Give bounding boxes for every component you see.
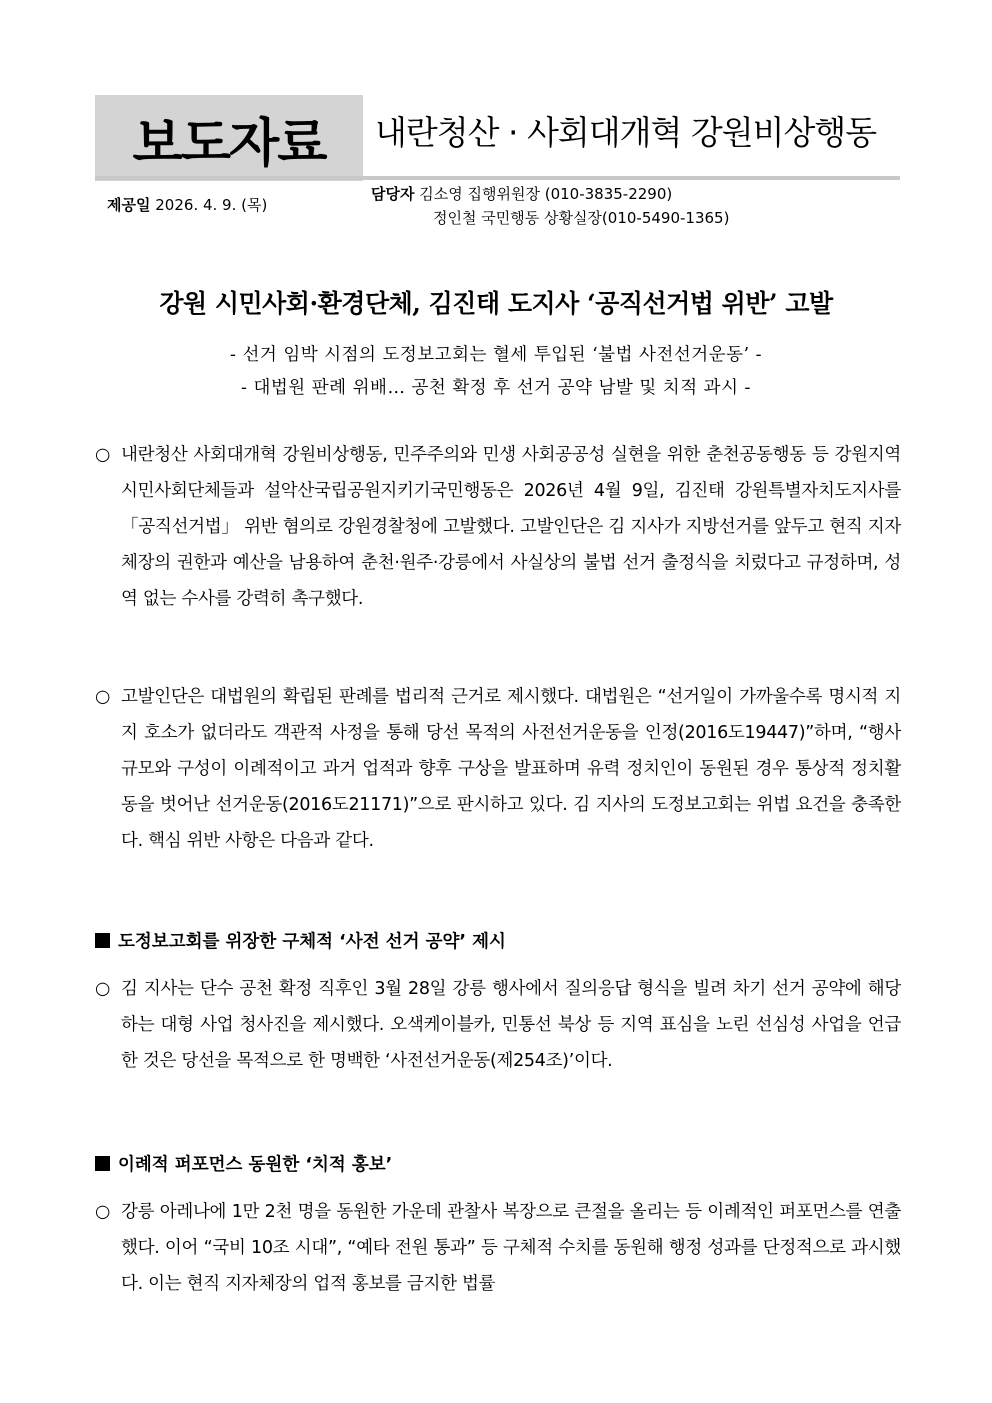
contact-info — [371, 182, 729, 230]
document-title: 강원 시민사회·환경단체, 김진태 도지사 ‘공직선거법 위반’ 고발 — [159, 289, 833, 318]
subtitle-2: - 대법원 판례 위배… 공천 확정 후 선거 공약 남발 및 치적 과시 - — [241, 378, 751, 398]
date-label: 제공일 — [107, 196, 151, 214]
bullet-circle-icon: ○ — [95, 445, 110, 465]
section-heading-text: 이례적 퍼포먼스 동원한 ‘치적 홍보’ — [118, 1155, 393, 1175]
section-heading — [95, 1151, 392, 1176]
bullet-circle-icon: ○ — [95, 979, 110, 999]
contact-person-1: 김소영 집행위원장 (010-3835-2290) — [419, 185, 673, 203]
square-bullet-icon — [95, 1156, 110, 1171]
paragraph — [95, 437, 901, 617]
paragraph — [95, 679, 901, 859]
subtitle-1: - 선거 임박 시점의 도정보고회는 혈세 투입된 ‘불법 사전선거운동’ - — [229, 345, 763, 365]
contact-person-2: 정인철 국민행동 상황실장(010-5490-1365) — [433, 209, 730, 227]
release-date — [107, 194, 267, 215]
paragraph — [95, 971, 901, 1079]
paragraph-text: 고발인단은 대법원의 확립된 판례를 법리적 근거로 제시했다. 대법원은 “선거일이 가까울수록 명시적 지지 호소가 없더라도 객관적 사정을 통해 당선 목적의 사전선거운동을 인정(2016도19447)”하며, “행사 규모와 구성이 이례적이고 과거 업적과 향후 구상을 발표하며 유력 정치인이 동원된 경우 통상적 정치활동을 벗어난 선거운동(2016도21171)”으로 판시하고 있다. 김 지사의 도정보고회는 위법 요건을 충족한다. 핵심 위반 사항은 다음과 같다. — [121, 687, 901, 851]
date-value: 2026. 4. 9. (목) — [155, 196, 268, 214]
paragraph-text: 김 지사는 단수 공천 확정 직후인 3월 28일 강릉 행사에서 질의응답 형식을 빌려 차기 선거 공약에 해당하는 대형 사업 청사진을 제시했다. 오색케이블카, 민통선 북상 등 지역 표심을 노린 선심성 사업을 언급한 것은 당선을 목적으로 한 명백한 ‘사전선거운동(제254조)’이다. — [121, 979, 901, 1071]
square-bullet-icon — [95, 933, 110, 948]
organization-name: 내란청산 · 사회대개혁 강원비상행동 — [375, 113, 877, 152]
paragraph-text: 강릉 아레나에 1만 2천 명을 동원한 가운데 관찰사 복장으로 큰절을 올리는 등 이례적인 퍼포먼스를 연출했다. 이어 “국비 10조 시대”, “예타 전원 통과” 등 구체적 수치를 동원해 행정 성과를 단정적으로 과시했다. 이는 현직 지자체장의 업적 홍보를 금지한 법률 — [121, 1202, 901, 1294]
paragraph-text: 내란청산 사회대개혁 강원비상행동, 민주주의와 민생 사회공공성 실현을 위한 춘천공동행동 등 강원지역 시민사회단체들과 설악산국립공원지키기국민행동은 2026년 4월 9일, 김진태 강원특별자치도지사를 「공직선거법」 위반 혐의로 강원경찰청에 고발했다. 고발인단은 김 지사가 지방선거를 앞두고 현직 지자체장의 권한과 예산을 남용하여 춘천·원주·강릉에서 사실상의 불법 선거 출정식을 치렀다고 규정하며, 성역 없는 수사를 강력히 촉구했다. — [121, 445, 901, 609]
section-heading-text: 도정보고회를 위장한 구체적 ‘사전 선거 공약’ 제시 — [118, 932, 506, 952]
section-heading — [95, 928, 506, 953]
header-divider — [95, 176, 900, 180]
bullet-circle-icon: ○ — [95, 1202, 110, 1222]
paragraph — [95, 1194, 901, 1302]
contact-label: 담당자 — [371, 185, 415, 203]
press-release-badge: 보도자료 — [95, 95, 363, 181]
header — [95, 95, 900, 181]
bullet-circle-icon: ○ — [95, 687, 110, 707]
